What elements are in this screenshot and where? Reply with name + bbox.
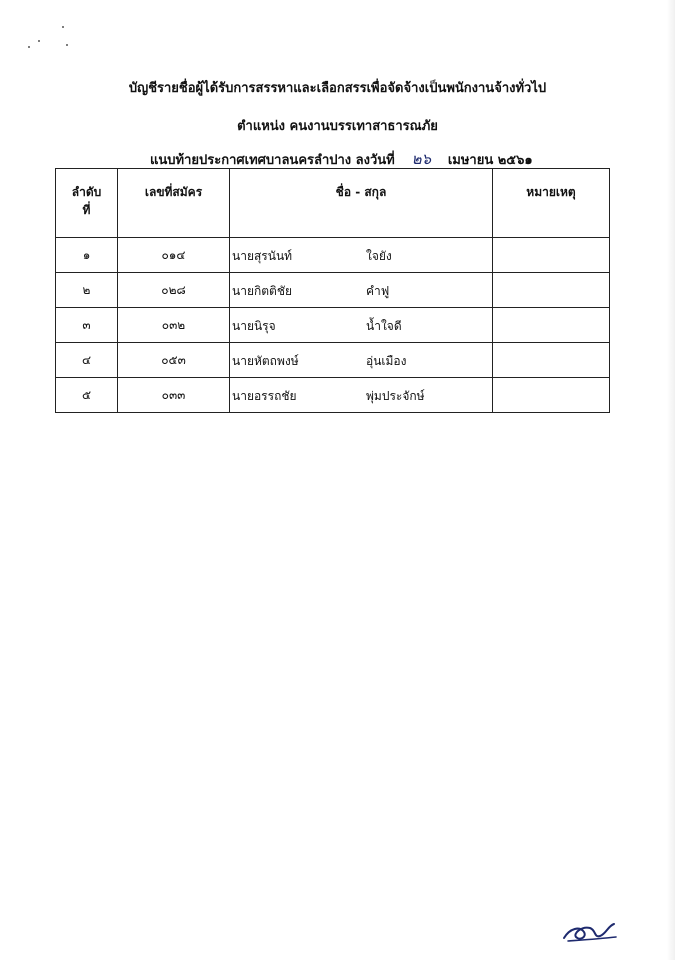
header-name: ชื่อ - สกุล	[230, 169, 493, 238]
cell-name	[230, 273, 493, 308]
last-name: ใจยัง	[366, 249, 392, 263]
table-row	[56, 238, 610, 273]
first-name: นายหัตถพงษ์	[232, 354, 299, 368]
annex-prefix: แนบท้ายประกาศเทศบาลนครลำปาง ลงวันที่	[150, 153, 395, 168]
cell-name	[230, 308, 493, 343]
table-row	[56, 378, 610, 413]
annex-day-handwritten: ๒๖	[411, 150, 431, 168]
cell-name	[230, 238, 493, 273]
cell-remarks	[493, 238, 610, 273]
header-no	[56, 169, 118, 238]
last-name: น้ำใจดี	[366, 319, 402, 333]
first-name: นายนิรุจ	[232, 319, 276, 333]
cell-no: ๔	[56, 343, 118, 378]
cell-app-no: ๐๑๔	[118, 238, 230, 273]
cell-no: ๑	[56, 238, 118, 273]
first-name: นายอรรถชัย	[232, 389, 297, 403]
header-no-label-line2: ที่	[82, 203, 91, 217]
first-name: นายสุรนันท์	[232, 249, 293, 263]
document-title: บัญชีรายชื่อผู้ได้รับการสรรหาและเลือกสรรเพื่อจัดจ้างเป็นพนักงานจ้างทั่วไป	[128, 81, 547, 96]
handwritten-initial-signature	[560, 918, 620, 944]
header-app-no: เลขที่สมัคร	[118, 169, 230, 238]
last-name: คำฟู	[366, 284, 390, 298]
table-row	[56, 273, 610, 308]
cell-app-no: ๐๕๓	[118, 343, 230, 378]
header-no-label: ลำดับ	[71, 185, 102, 199]
annex-month-year: เมษายน ๒๕๖๑	[447, 153, 533, 168]
scan-specks	[28, 26, 88, 56]
cell-remarks	[493, 308, 610, 343]
cell-name	[230, 343, 493, 378]
page-edge-shadow	[667, 0, 675, 960]
position-title: ตำแหน่ง คนงานบรรเทาสาธารณภัย	[237, 119, 438, 134]
table-header-row	[56, 169, 610, 238]
cell-remarks	[493, 273, 610, 308]
last-name: พุ่มประจักษ์	[366, 389, 425, 403]
cell-name	[230, 378, 493, 413]
candidate-table	[55, 168, 610, 413]
annex-line	[150, 150, 533, 170]
last-name: อุ่นเมือง	[366, 354, 407, 368]
cell-no: ๕	[56, 378, 118, 413]
first-name: นายกิตติชัย	[232, 284, 292, 298]
cell-app-no: ๐๒๘	[118, 273, 230, 308]
cell-app-no: ๐๓๓	[118, 378, 230, 413]
cell-remarks	[493, 378, 610, 413]
cell-no: ๒	[56, 273, 118, 308]
cell-no: ๓	[56, 308, 118, 343]
table-row	[56, 308, 610, 343]
header-remarks: หมายเหตุ	[493, 169, 610, 238]
cell-remarks	[493, 343, 610, 378]
table-row	[56, 343, 610, 378]
cell-app-no: ๐๓๒	[118, 308, 230, 343]
